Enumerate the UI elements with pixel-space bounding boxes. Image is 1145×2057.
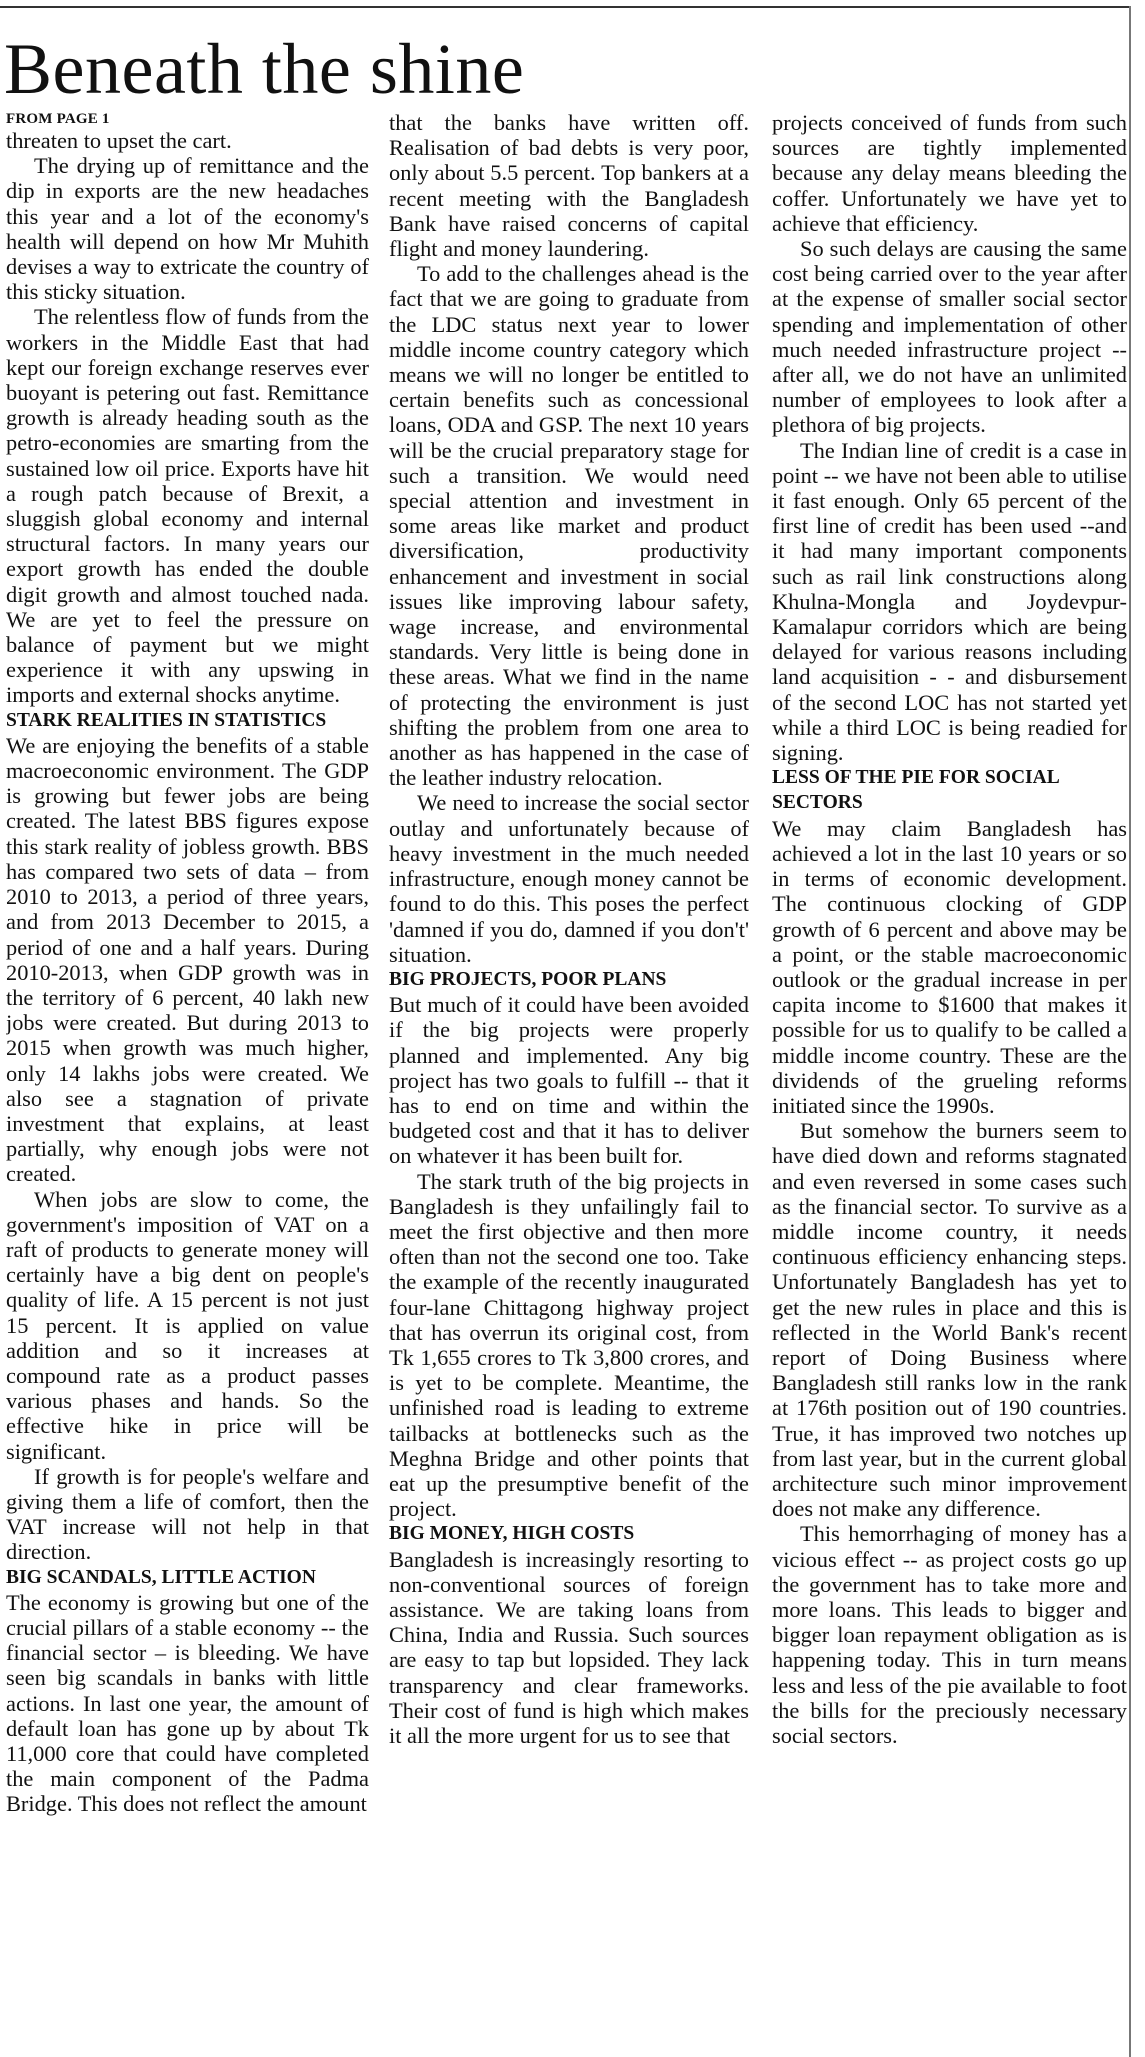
continued-from-label: FROM PAGE 1 — [6, 111, 110, 127]
paragraph: So such delays are causing the same cost being carried over to the year after at the expense of smaller social sector spending and implementation of other much needed infrastructure project -- after all, we do not have an unlimited number of employees to look after a plethora of big projects. — [772, 236, 1127, 438]
paragraph: But somehow the burners seem to have died down and reforms stagnated and even reversed in some cases such as the financial sector. To survive as a middle income country, it needs continuous efficiency enhancing steps. Unfortunately Bangladesh has yet to get the new rules in place and this is reflected in the World Bank's recent report of Doing Business where Bangladesh still ranks low in the rank at 176th position out of 190 countries. True, it has improved two notches up from last year, but in the current global architecture such minor improvement does not make any difference. — [772, 1118, 1127, 1522]
paragraph: threaten to upset the cart. — [6, 128, 232, 153]
right-border-rule — [1129, 6, 1131, 2057]
paragraph: The Indian line of credit is a case in point -- we have not been able to utilise it fast enough. Only 65 percent of the first line of credit has been used --and it had many important components such as rail link constructions along Khulna-Mongla and Joydevpur-Kamalapur corridors which are being delayed for various reasons including land acquisition - - and disbursement of the second LOC has not started yet while a third LOC is being readied for signing. — [772, 437, 1127, 766]
subheading-less-of-the-pie: LESS OF THE PIE FOR SOCIAL SECTORS — [772, 767, 1059, 814]
paragraph: This hemorrhaging of money has a vicious effect -- as project costs go up the government has to take more and more loans. This leads to bigger and bigger loan repayment obligation as is happening today. This in turn means less and less of the pie available to foot the bills for the preciously necessary social sectors. — [772, 1521, 1127, 1748]
article-column-1 — [6, 110, 369, 2055]
paragraph: We need to increase the social sector outlay and unfortunately because of heavy investment in the much needed infrastructure, enough money cannot be found to do this. This poses the perfect 'damned if you do, damned if you don't' situation. — [389, 790, 749, 967]
subheading-big-projects: BIG PROJECTS, POOR PLANS — [389, 968, 667, 990]
subheading-big-money: BIG MONEY, HIGH COSTS — [389, 1523, 635, 1545]
subheading-stark-realities: STARK REALITIES IN STATISTICS — [6, 709, 327, 731]
paragraph: We may claim Bangladesh has achieved a lot in the last 10 years or so in terms of economic development. The continuous clocking of GDP growth of 6 percent and above may be a point, or the stable macroeconomic outlook or the gradual increase in per capita income to $1600 that makes it possible for us to qualify to be called a middle income country. These are the dividends of the grueling reforms initiated since the 1990s. — [772, 815, 1127, 1118]
paragraph: projects conceived of funds from such sources are tightly implemented because any delay means bleeding the coffer. Unfortunately we have yet to achieve that efficiency. — [772, 110, 1127, 236]
paragraph: But much of it could have been avoided if the big projects were properly planned and implemented. Any big project has two goals to fulfill -- that it has to end on time and within the budgeted cost and that it has to deliver on whatever it has been built for. — [389, 992, 749, 1169]
paragraph: The relentless flow of funds from the workers in the Middle East that had kept our foreign exchange reserves ever buoyant is petering out fast. Remittance growth is already heading south as the petro-economies are smarting from the sustained low oil price. Exports have hit a rough patch because of Brexit, a sluggish global economy and internal structural factors. In many years our export growth has ended the double digit growth and almost touched nada. We are yet to feel the pressure on balance of payment but we might experience it with any upswing in imports and external shocks anytime. — [6, 304, 369, 708]
headline: Beneath the shine — [4, 29, 525, 109]
paragraph: that the banks have written off. Realisation of bad debts is very poor, only about 5.5 percent. Top bankers at a recent meeting with the Bangladesh Bank have raised concerns of capital flight and money laundering. — [389, 110, 749, 262]
paragraph: The drying up of remittance and the dip in exports are the new headaches this year and a lot of the economy's health will depend on how Mr Muhith devises a way to extricate the country of this sticky situation. — [6, 153, 369, 305]
subheading-big-scandals: BIG SCANDALS, LITTLE ACTION — [6, 1566, 316, 1588]
top-border-rule — [0, 6, 1130, 8]
paragraph: Bangladesh is increasingly resorting to non-conventional sources of foreign assistance. We are taking loans from China, India and Russia. Such sources are easy to tap but lopsided. They lack transparency and clear frameworks. Their cost of fund is high which makes it all the more urgent for us to see that — [389, 1546, 749, 1748]
paragraph: To add to the challenges ahead is the fact that we are going to graduate from the LDC status next year to lower middle income country category which means we will no longer be entitled to certain benefits such as concessional loans, ODA and GSP. The next 10 years will be the crucial preparatory stage for such a transition. We would need special attention and investment in some areas like market and product diversification, productivity enhancement and investment in social issues like improving labour safety, wage increase, and environmental standards. Very little is being done in these areas. What we find in the name of protecting the environment is just shifting the problem from one area to another as has happened in the case of the leather industry relocation. — [389, 261, 749, 791]
paragraph: When jobs are slow to come, the government's imposition of VAT on a raft of products to generate money will certainly have a big dent on people's quality of life. A 15 percent is not just 15 percent. It is applied on value addition and so it increases at compound rate as a product passes various phases and hands. So the effective hike in price will be significant. — [6, 1186, 369, 1464]
article-column-2 — [389, 110, 749, 2055]
paragraph: We are enjoying the benefits of a stable macroeconomic environment. The GDP is growing but fewer jobs are being created. The latest BBS figures expose this stark reality of jobless growth. BBS has compared two sets of data – from 2010 to 2013, a period of three years, and from 2013 December to 2015, a period of one and a half years. During 2010-2013, when GDP growth was in the territory of 6 percent, 40 lakh new jobs were created. But during 2013 to 2015 when growth was much higher, only 14 lakhs jobs were created. We also see a stagnation of private investment that explains, at least partially, why enough jobs were not created. — [6, 732, 369, 1187]
article-column-3 — [772, 110, 1127, 2055]
paragraph: If growth is for people's welfare and giving them a life of comfort, then the VAT increase will not help in that direction. — [6, 1463, 369, 1565]
paragraph: The stark truth of the big projects in Bangladesh is they unfailingly fail to meet the first objective and then more often than not the second one too. Take the example of the recently inaugurated four-lane Chittagong highway project that has overrun its original cost, from Tk 1,655 crores to Tk 3,800 crores, and is yet to be complete. Meantime, the unfinished road is leading to extreme tailbacks at bottlenecks such as the Meghna Bridge and other points that eat up the presumptive benefit of the project. — [389, 1168, 749, 1522]
paragraph: The economy is growing but one of the crucial pillars of a stable economy -- the financial sector – is bleeding. We have seen big scandals in banks with little actions. In last one year, the amount of default loan has gone up by about Tk 11,000 core that could have completed the main component of the Padma Bridge. This does not reflect the amount — [6, 1589, 369, 1817]
